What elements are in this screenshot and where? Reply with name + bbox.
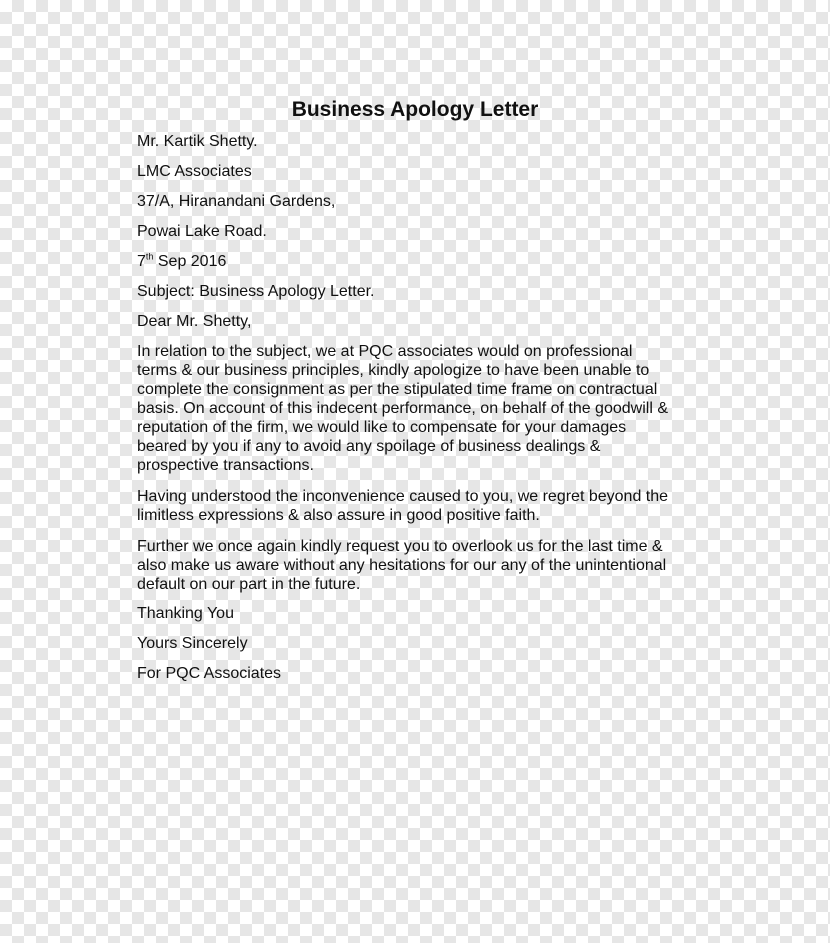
date-day: 7 [137,253,146,270]
letter-subject: Subject: Business Apology Letter. [137,283,375,300]
recipient-name: Mr. Kartik Shetty. [137,133,258,150]
letter-salutation: Dear Mr. Shetty, [137,313,252,330]
recipient-address-line-2: Powai Lake Road. [137,223,267,240]
paragraph-line: terms & our business principles, kindly apologize to have been unable to [137,362,650,379]
date-suffix: th [145,251,154,262]
paragraph-line: reputation of the firm, we would like to compensate for your damages [137,419,627,436]
letter-title: Business Apology Letter [291,98,539,121]
paragraph-line: In relation to the subject, we at PQC associates would on professional [137,343,633,360]
recipient-address-line-1: 37/A, Hiranandani Gardens, [137,193,336,210]
paragraph-line: also make us aware without any hesitations for our any of the unintentional [137,557,667,574]
paragraph-line: beared by you if any to avoid any spoilage of business dealings & [137,438,601,455]
recipient-company: LMC Associates [137,163,252,180]
date-rest: Sep 2016 [153,253,227,270]
paragraph-line: complete the consignment as per the stipulated time frame on contractual [137,381,658,398]
closing-signature: For PQC Associates [137,665,282,682]
letter-date [137,252,226,271]
paragraph-line: Further we once again kindly request you to overlook us for the last time & [137,538,663,555]
paragraph-line: Having understood the inconvenience caused to you, we regret beyond the [137,488,669,505]
letter-page [60,40,770,920]
closing-thanks: Thanking You [137,605,234,622]
body-paragraph-3 [137,537,697,594]
paragraph-line: prospective transactions. [137,457,314,474]
paragraph-line: default on our part in the future. [137,576,361,593]
paragraph-line: limitless expressions & also assure in good positive faith. [137,507,540,524]
body-paragraph-1 [137,342,697,475]
body-paragraph-2 [137,487,697,525]
paragraph-line: basis. On account of this indecent performance, on behalf of the goodwill & [137,400,668,417]
closing-sincerely: Yours Sincerely [137,635,248,652]
